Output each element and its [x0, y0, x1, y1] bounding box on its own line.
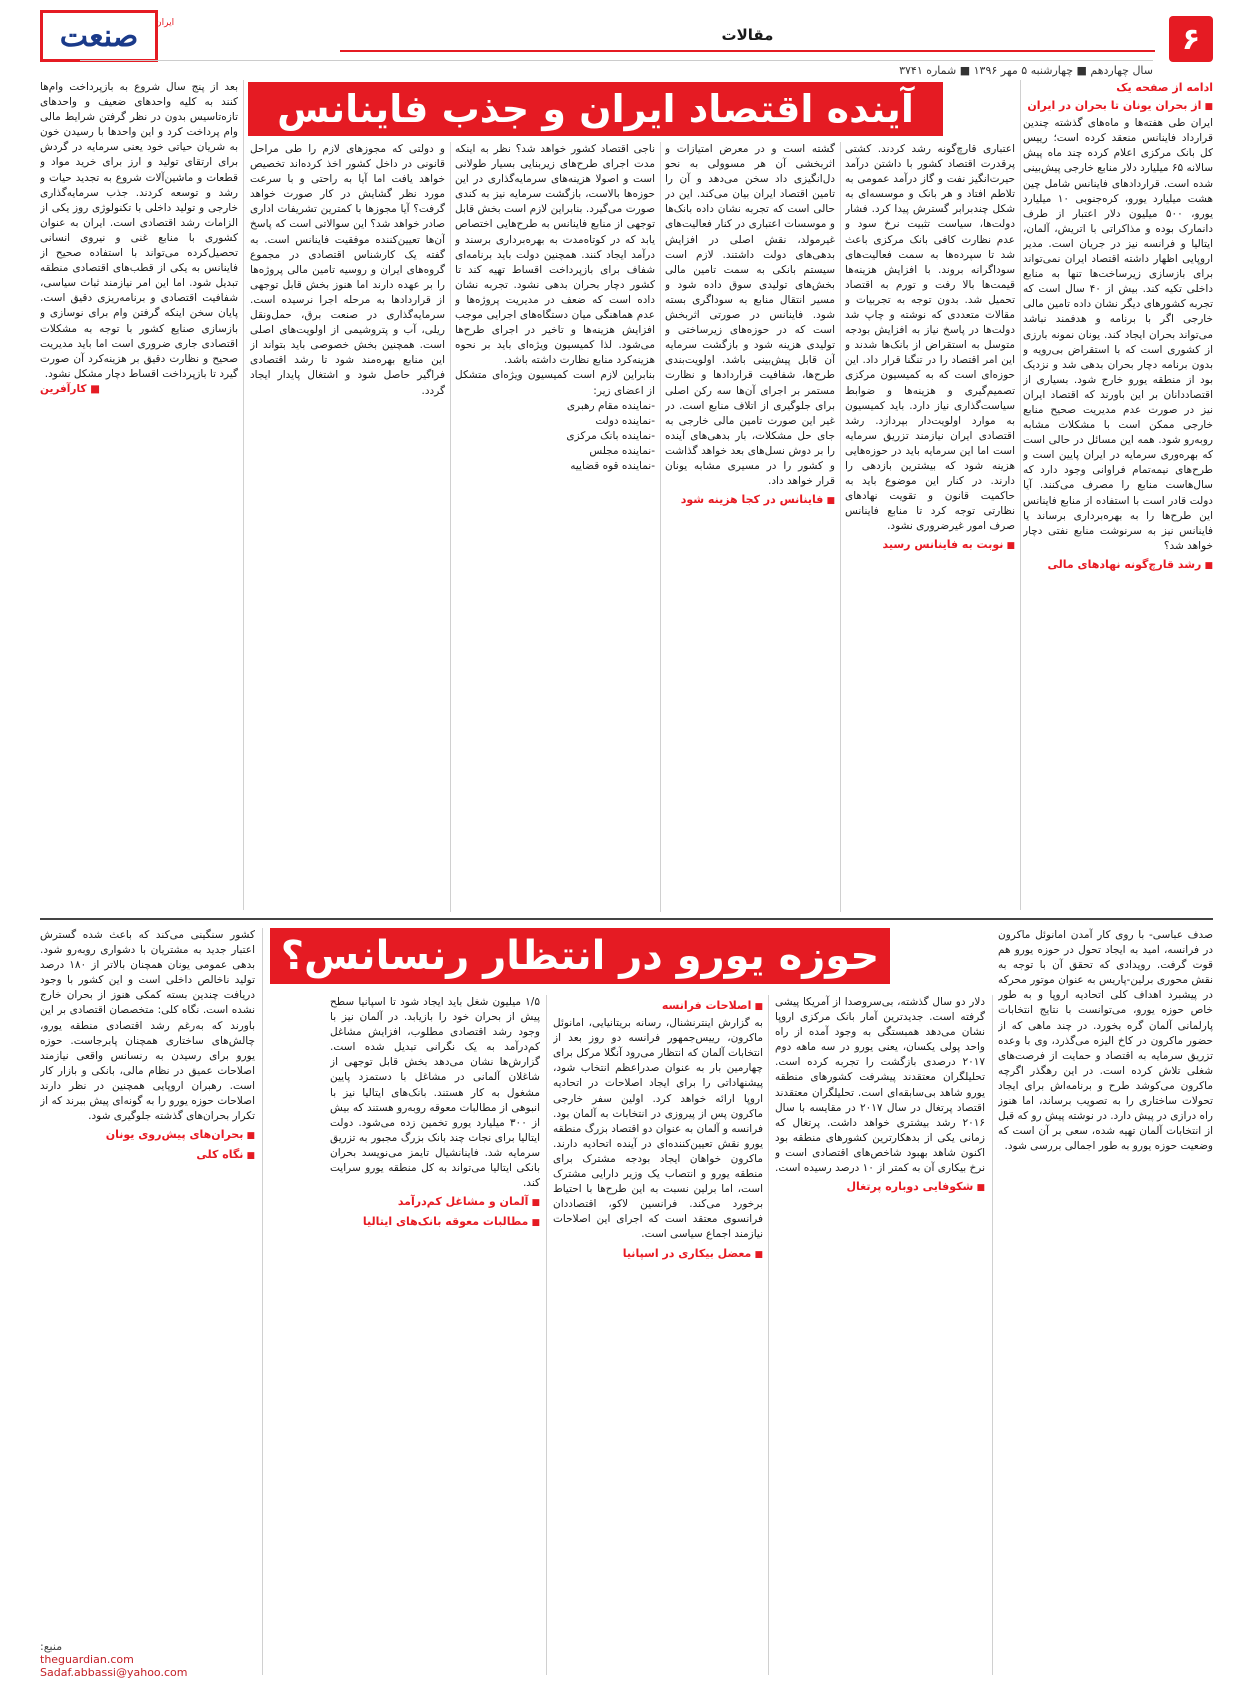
column-divider: [660, 142, 661, 912]
list-item: -نماینده بانک مرکزی: [566, 429, 655, 442]
subheading: ■ مطالبات معوقه بانک‌های ایتالیا: [330, 1214, 540, 1231]
article1-column-6: [40, 80, 238, 910]
continued-label: ادامه از صفحه یک: [1116, 81, 1213, 94]
article1-column-4: [455, 142, 655, 912]
body-text: کشور سنگینی می‌کند که باعث شده گسترش اعتبار جدید به مشتریان با دشواری روبه‌رو شود. بدهی عمومی یونان همچنان بالاتر از ۱۸۰ درصد تولید ناخالص داخلی است و این کشور با وجود دریافت چندین بسته کمکی هنوز از بحران خارج نشده است. نگاه کلی: متخصصان اقتصادی بر این باورند که به‌رغم رشد اقتصادی منطقه یورو، چالش‌های ساختاری همچنان پابرجاست. حوزه یورو برای رسیدن به رنسانس واقعی نیازمند اصلاحات عمیق در نظام مالی، بانکی و بازار کار است. رهبران اروپایی همچنین در نظر دارند اصلاحات حوزه یورو را به گونه‌ای پیش ببرند که از تکرار بحران‌های گذشته جلوگیری شود.: [40, 929, 255, 1123]
column-divider: [262, 928, 263, 1675]
body-text: گشته است و در معرض امتیازات و اثربخشی آن هر مسوولی به نحو دل‌انگیزی داد سخن می‌دهد و آن را تامین اقتصاد ایران بیان می‌کند. این در حالی است که تجربه نشان داده بانک‌ها و موسسات اعتباری در کنار فعالیت‌های غیرمولد، نقش اصلی در افزایش بدهی‌های دولت داشتند. لازم است سیستم بانکی به سمت تامین مالی بخش‌های تولیدی سوق داده شود و مسیر انتقال منابع به سوداگری بسته شود. فاینانس در صورتی اثربخش است که در حوزه‌های زیرساختی و تولیدی هزینه شود و بازگشت سرمایه آن قابل پیش‌بینی باشد. اولویت‌بندی طرح‌ها، شفافیت قراردادها و نظارت مستمر بر اجرای آن‌ها سه رکن اصلی برای جلوگیری از اتلاف منابع است. در غیر این صورت تامین مالی خارجی به جای حل مشکلات، بار بدهی‌های آینده را بر دوش نسل‌های بعد خواهد گذاشت و کشور را در مسیری مشابه یونان قرار خواهد داد.: [665, 143, 835, 488]
source-label: منبع:: [40, 1640, 63, 1653]
column-divider: [243, 80, 244, 910]
body-text: به گزارش اینترنشنال، رسانه بریتانیایی، امانوئل ماکرون، رییس‌جمهور فرانسه دو روز بعد از انتخابات آلمان که انتظار می‌رود آنگلا مرکل برای چهارمین بار به عنوان صدراعظم انتخاب شود، پیشنهاداتی را برای ایجاد اصلاحات در اتحادیه اروپا ارائه خواهد کرد. اولین سفر خارجی ماکرون پس از پیروزی در انتخابات به آلمان بود. فرانسه و آلمان به عنوان دو اقتصاد بزرگ منطقه یورو نقش تعیین‌کننده‌ای در آینده اتحادیه دارند. ماکرون خواهان ایجاد بودجه مشترک برای منطقه یورو و انتصاب یک وزیر دارایی مشترک است، اما برلین نسبت به این طرح‌ها با احتیاط برخورد می‌کند. فرانسین لاکو، اقتصاددان فرانسوی معتقد است که اجرای این اصلاحات نیازمند اجماع سیاسی است.: [553, 1017, 763, 1241]
subheading: ■ رشد قارچ‌گونه نهادهای مالی: [1023, 557, 1213, 574]
list-item: -نماینده مجلس: [589, 444, 655, 457]
article-separator: [40, 918, 1213, 920]
list-item: -نماینده دولت: [595, 414, 655, 427]
body-text: ایران طی هفته‌ها و ماه‌های گذشته چندین قرارداد فاینانس منعقد کرده است؛ رییس کل بانک مرکزی اعلام کرده چند ماه پیش سالانه ۶۵ میلیارد دلار منابع خارجی پیش‌بینی شده است. قراردادهای فاینانس شامل چین هشت میلیارد یورو، کره‌جنوبی ۱۰ میلیارد یورو، ۵۰۰ میلیون دلار اعتبار از طرف دانمارک بوده و مذاکراتی با اتریش، آلمان، ایتالیا و فرانسه نیز در جریان است. مدیر اروپایی اظهار داشته اقتصاد ایران نمی‌تواند برای بازسازی زیرساخت‌ها تنها به منابع داخلی تکیه کند. بیش از ۴۰ سال است که تجربه کشورهای دیگر نشان داده تامین مالی خارجی اگر با برنامه و هدفمند نباشد می‌تواند بحران ایجاد کند. یونان نمونه بارزی از کشوری است که با استقراض بی‌رویه و بدون برنامه دچار بحران بدهی شد و نزدیک بود از منطقه یورو خارج شود. بسیاری از اقتصاددانان بر این باورند که اقتصاد ایران نیز در صورت عدم مدیریت صحیح منابع خارجی ممکن است با مشکلات مشابه روبه‌رو شود. همه این مسائل در حالی است که بهره‌وری سرمایه در ایران پایین است و طرح‌های نیمه‌تمام فراوانی وجود دارد که سال‌هاست منابع را مصرف می‌کنند. آیا دولت قادر است با استفاده از منابع فاینانس این طرح‌ها را به بهره‌برداری برساند یا فاینانس نیز به سرنوشت منابع نفتی دچار خواهد شد؟: [1023, 117, 1213, 552]
article2-column-2: [775, 995, 985, 1675]
article2-column-3: [553, 995, 763, 1675]
subheading: ■ شکوفایی دوباره پرتغال: [775, 1179, 985, 1196]
article1-headline: آینده اقتصاد ایران و جذب فاینانس: [248, 82, 943, 136]
column-divider: [450, 142, 451, 912]
article2-column-1: [998, 928, 1213, 1673]
signature: ■ کارآفرین: [40, 382, 101, 395]
body-text: دلار دو سال گذشته، بی‌سروصدا از آمریکا پیشی گرفته است. جدیدترین آمار بانک مرکزی اروپا نشان می‌دهد همبستگی به وجود آمده از راه واحد پولی یکسان، یعنی یورو در سه ماهه دوم ۲۰۱۷ درصدی بازگشت را تجربه کرده است. تحلیلگران معتقدند پیشرفت کشورهای منطقه یورو شاهد بی‌سابقه‌ای است. تحلیلگران معتقدند اقتصاد پرتغال در سال ۲۰۱۷ در مقایسه با سال ۲۰۱۶ رشد بیشتری خواهد داشت. پرتغال که زمانی یکی از بدهکارترین کشورهای منطقه بود اکنون شاهد بهبود شاخص‌های اقتصادی است و نرخ بیکاری آن به کمتر از ۱۰ درصد رسیده است.: [775, 996, 985, 1175]
article1-column-1: [1023, 80, 1213, 910]
logo-subtitle: ایران: [155, 18, 175, 28]
column-divider: [840, 142, 841, 912]
article2-headline: حوزه یورو در انتظار رنسانس؟: [270, 928, 890, 984]
list-item: -نماینده مقام رهبری: [566, 399, 655, 412]
body-text: بعد از پنج سال شروع به بازپرداخت وام‌ها کنند به کلیه واحدهای ضعیف و واحدهای تازه‌تاسیس بدون در نظر گرفتن شرایط مالی وام پرداخت کرد و این واحدها با رسیدن خون به شریان حیاتی خود یعنی سرمایه در گردش برای ارتقای تولید و ارز برای خرید مواد و قطعات و ماشین‌آلات شروع به تجدید حیات و رشد و توسعه کردند. جذب سرمایه‌گذاری خارجی و تولید داخلی با تکنولوژی روز یکی از الزامات رشد اقتصادی است. ایران به عنوان کشوری با منابع غنی و نیروی انسانی تحصیل‌کرده می‌تواند با استفاده صحیح از فاینانس به یکی از قطب‌های اقتصادی منطقه تبدیل شود. اما این امر نیازمند ثبات سیاسی، شفافیت اقتصادی و برنامه‌ریزی دقیق است. پایان سخن اینکه گرفتن وام برای نوسازی و بازسازی صنایع کشور با توجه به مشکلات اقتصادی جاری ضروری است اما باید مدیریت صحیح و نظارت دقیق بر هزینه‌کرد آن صورت گیرد تا بازپرداخت اقساط دچار مشکل نشود.: [40, 81, 238, 380]
section-title: مقالات: [340, 26, 1155, 52]
subheading: ■ آلمان و مشاغل کم‌درآمد: [330, 1194, 540, 1211]
column-divider: [546, 995, 547, 1675]
body-text: صدف عباسی- با روی کار آمدن امانوئل ماکرون در فرانسه، امید به ایجاد تحول در حوزه یورو هم قوت گرفت. رویدادی که تحقق آن با توجه به نقش محوری برلین-پاریس به عنوان موتور محرکه در پیشبرد اهداف کلی اتحادیه اروپا و به طور خاص حوزه یورو، می‌توانست با نتایج انتخابات پارلمانی آلمان گره بخورد. در چند ماهی که از حضور ماکرون در کاخ الیزه می‌گذرد، وی با وعده تزریق سرمایه به اقتصاد و حمایت از فرصت‌های شغلی تلاش کرده است. در این رهگذر اگرچه ماکرون می‌کوشد طرح و برنامه‌اش برای ایجاد تحولات ساختاری را به تصویب برساند، اما هنوز راه درازی در پیش دارد. در نوشته پیش رو که قبل از انتخابات آلمان تهیه شده، سعی بر آن است که وضعیت حوزه یورو به طور اجمالی بررسی شود.: [998, 929, 1213, 1153]
article2-column-5: [40, 928, 255, 1673]
subheading: ■ معضل بیکاری در اسپانیا: [553, 1246, 763, 1263]
column-divider: [768, 995, 769, 1675]
source-url[interactable]: theguardian.com: [40, 1653, 134, 1666]
author-email[interactable]: Sadaf.abbassi@yahoo.com: [40, 1666, 188, 1679]
list-intro: بنابراین لازم است کمیسیون ویژه‌ای متشکل از اعضای زیر:: [455, 369, 655, 397]
page-number: ۶: [1169, 16, 1213, 62]
subheading: ■ نوبت به فاینانس رسید: [845, 537, 1015, 554]
subheading: ■ اصلاحات فرانسه: [553, 998, 763, 1015]
source-footer: [40, 1640, 255, 1679]
subheading: ■ فاینانس در کجا هزینه شود: [665, 492, 835, 509]
subheading: ■ نگاه کلی: [40, 1147, 255, 1164]
column-divider: [1020, 80, 1021, 910]
body-text: و دولتی که مجوزهای لازم را طی مراحل قانونی در داخل کشور اخذ کرده‌اند تخصیص خواهد یافت اما آیا به راحتی و با سرعت مورد نظر گشایش در کار صورت خواهد گرفت؟ آیا مجوزها با کمترین تشریفات اداری صادر خواهد شد؟ این سوالاتی است که پاسخ آن‌ها تعیین‌کننده موفقیت فاینانس است. به گفته یک کارشناس اقتصادی در مجموع گروه‌های ایران و روسیه تامین مالی پروژه‌ها را بر عهده دارند اما هنوز بخش قابل توجهی از قراردادها به مرحله اجرا نرسیده است. سرمایه‌گذاری در صنعت برق، حمل‌ونقل ریلی، آب و پتروشیمی از اولویت‌های اصلی است. همچنین بخش خصوصی باید بتواند از این منابع بهره‌مند شود تا رشد اقتصادی فراگیر حاصل شود و اشتغال پایدار ایجاد گردد.: [250, 143, 445, 397]
list-item: -نماینده قوه قضاییه: [570, 459, 655, 472]
masthead: [40, 10, 1213, 82]
body-text: ناجی اقتصاد کشور خواهد شد؟ نظر به اینکه مدت اجرای طرح‌های زیربنایی بسیار طولانی است و اصولا هزینه‌های سرمایه‌گذاری در این حوزه‌ها بالاست، بازگشت سرمایه نیز به کندی صورت می‌گیرد. بنابراین لازم است بخش قابل توجهی از منابع فاینانس به طرح‌هایی اختصاص یابد که در کوتاه‌مدت به بهره‌برداری برسند و درآمد ایجاد کنند. همچنین دولت باید برنامه‌ای شفاف برای بازپرداخت اقساط تهیه کند تا کشور دچار بحران بدهی نشود. تجربه نشان داده است که ضعف در مدیریت پروژه‌ها و عدم هماهنگی میان دستگاه‌های اجرایی موجب افزایش هزینه‌ها و تاخیر در اجرای طرح‌ها می‌شود. لذا کمیسیون ویژه‌ای باید بر نحوه هزینه‌کرد منابع نظارت داشته باشد.: [455, 143, 655, 367]
article1-column-2: [845, 142, 1015, 912]
body-text: ۱/۵ میلیون شغل باید ایجاد شود تا اسپانیا سطح پیش از بحران خود را بازیابد. در آلمان نیز با وجود رشد اقتصادی مطلوب، افزایش مشاغل کم‌درآمد به یک نگرانی تبدیل شده است. گزارش‌ها نشان می‌دهد بخش قابل توجهی از شاغلان آلمانی در مشاغل با دستمزد پایین مشغول به کار هستند. بانک‌های ایتالیا نیز با انبوهی از مطالبات معوقه روبه‌رو هستند که بیش از ۳۰۰ میلیارد یورو تخمین زده می‌شود. دولت ایتالیا برای نجات چند بانک بزرگ مجبور به تزریق سرمایه شد. فاینانشیال تایمز می‌نویسد بحران بانکی ایتالیا می‌تواند به کل منطقه یورو سرایت کند.: [330, 996, 540, 1190]
newspaper-logo: صنعت: [40, 10, 158, 62]
body-text: اعتباری قارچ‌گونه رشد کردند. کشتی پرقدرت اقتصاد کشور با داشتن درآمد حیرت‌انگیز نفت و گاز درآمد عمومی به تلاطم افتاد و هر بانک و موسسه‌ای به شکل چندبرابر گسترش پیدا کرد. فشار دولت‌ها، سیاست تثبیت نرخ سود و عدم نظارت کافی بانک مرکزی باعث شد تا سپرده‌ها به سمت فعالیت‌های سوداگرانه بروند. با افزایش هزینه‌ها قیمت‌ها بالا رفت و تورم به اقتصاد تحمیل شد. بدون توجه به تجربیات و مقالات متعددی که نوشته و چاپ شد دولت‌ها در پاسخ نیاز به افزایش بودجه متوسل به استقراض از بانک‌ها شدند و این امر اقتصاد را در تنگنا قرار داد. این حوزه‌ای است که به کمیسیون مرکزی تصمیم‌گیری و هزینه‌ها و ضوابط سیاست‌گذاری نیاز دارد. باید کمیسیون به موارد اولویت‌دار بپردازد. رشد اقتصادی ایران نیازمند تزریق سرمایه است اما این سرمایه باید در حوزه‌هایی هزینه شود که بیشترین بازدهی را دارند. در کنار این موضوع باید به حاکمیت قانون و تقویت نهادهای نظارتی توجه کرد تا منابع فاینانس صرف امور غیرضروری نشود.: [845, 143, 1015, 533]
article1-column-5: [250, 142, 445, 912]
subheading: ■ از بحران یونان تا بحران در ایران: [1023, 98, 1213, 115]
commission-list: [455, 368, 655, 474]
article1-column-3: [665, 142, 835, 912]
subheading: ■ بحران‌های پیش‌روی یونان: [40, 1127, 255, 1144]
column-divider: [992, 995, 993, 1675]
issue-line: سال چهاردهم ■ چهارشنبه ۵ مهر ۱۳۹۶ ■ شماره ۳۷۴۱: [80, 60, 1153, 77]
article2-column-4: [330, 995, 540, 1675]
